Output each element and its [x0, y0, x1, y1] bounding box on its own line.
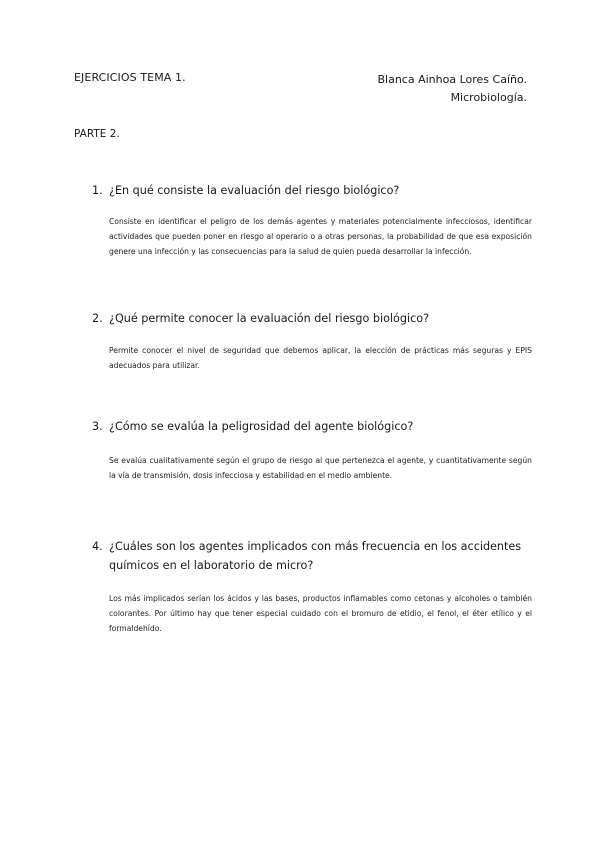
question-heading [92, 309, 532, 328]
question-heading [92, 537, 532, 575]
question-text: ¿Qué permite conocer la evaluación del riesgo biológico? [109, 312, 430, 325]
question-number: 3. [92, 420, 103, 433]
question-heading [92, 417, 532, 436]
question-block-4 [92, 537, 532, 637]
answer-text: Permite conocer el nivel de seguridad que debemos aplicar, la elección de prácticas más seguras y EPIS adecuados para utilizar. [109, 346, 532, 371]
author-name: Blanca Ainhoa Lores Caíño. [377, 73, 527, 86]
question-number: 4. [92, 540, 103, 553]
question-text: ¿En qué consiste la evaluación del riesgo biológico? [109, 184, 400, 197]
question-block-1 [92, 181, 532, 260]
document-title: EJERCICIOS TEMA 1. [74, 71, 186, 84]
question-text: ¿Cómo se evalúa la peligrosidad del agente biológico? [109, 420, 414, 433]
question-number: 1. [92, 184, 103, 197]
author-block [377, 71, 527, 107]
question-heading [92, 181, 532, 200]
question-block-3 [92, 417, 532, 483]
question-block-2 [92, 309, 532, 373]
question-number: 2. [92, 312, 103, 325]
section-title: PARTE 2. [74, 128, 120, 140]
question-text: ¿Cuáles son los agentes implicados con más frecuencia en los accidentes químicos en el laboratorio de micro? [109, 540, 522, 572]
answer-text: Se evalúa cualitativamente según el grupo de riesgo al que pertenezca el agente, y cuantitativamente según la vía de transmisión, dosis infecciosa y estabilidad en el medio ambiente. [109, 456, 532, 481]
answer-text: Los más implicados serían los ácidos y las bases, productos inflamables como cetonas y alcoholes o también colorantes. Por último hay que tener especial cuidado con el bromuro de etidio, el fenol, el éter etílico y el formaldehído. [109, 594, 532, 634]
answer-text: Consiste en identificar el peligro de los demás agentes y materiales potencialmente infecciosos, identificar actividades que pueden poner en riesgo al operario o a otras personas, la probabilidad de que esa exposición genere una infección y las consecuencias para la salud de quien pueda desarrollar la infección. [109, 217, 532, 257]
subject-name: Microbiología. [450, 91, 527, 104]
